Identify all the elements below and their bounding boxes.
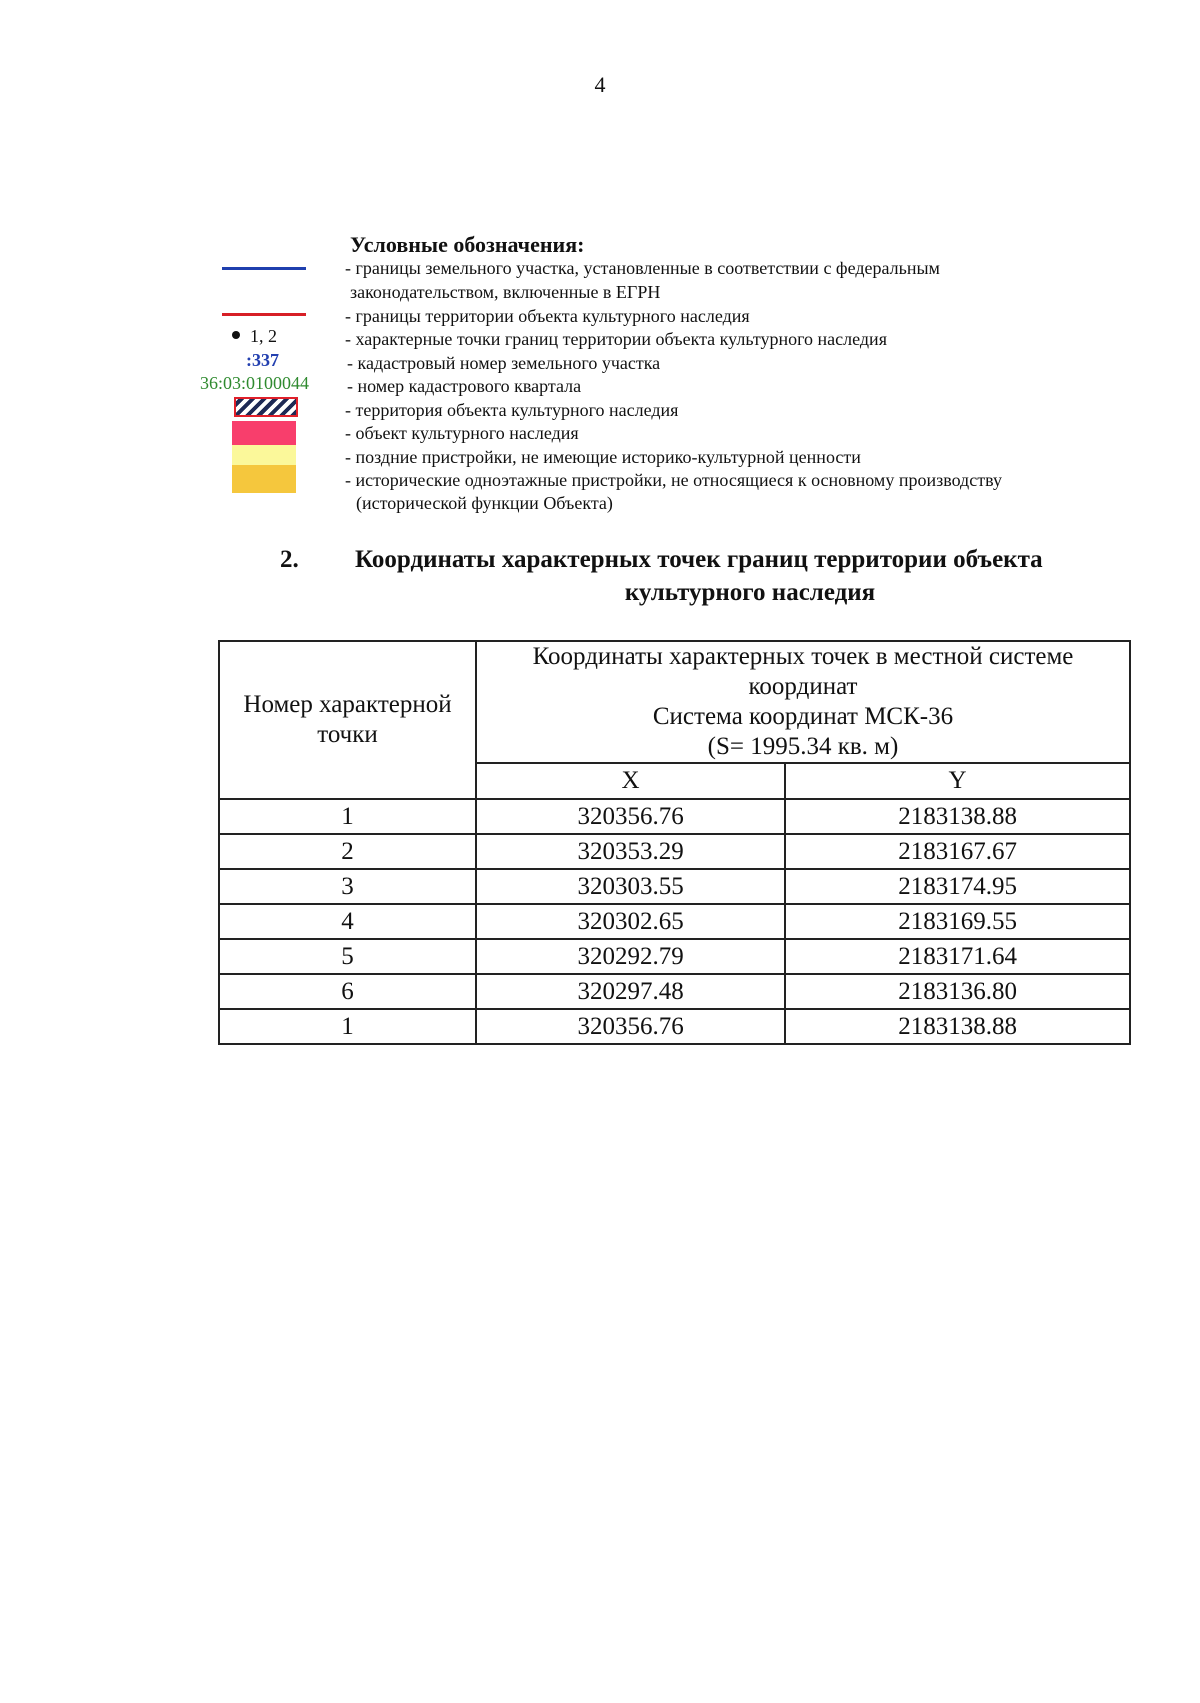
header-coordinates [476,641,1130,763]
table-row [219,939,1130,974]
cell-y: 2183138.88 [785,799,1130,834]
legend-title: Условные обозначения: [350,232,585,257]
cell-y: 2183174.95 [785,869,1130,904]
heritage-territory-hatch-symbol [234,397,298,417]
header-coordinates-line1: Координаты характерных точек в местной системе координат [532,643,1074,700]
cell-x: 320353.29 [476,834,785,869]
table-row [219,799,1130,834]
heritage-object-swatch [232,421,296,445]
legend-item-land-boundary: - границы земельного участка, установленные в соответствии с федеральным [345,258,940,278]
cell-point: 1 [219,799,476,834]
cell-point: 4 [219,904,476,939]
legend-item-historic-additions-cont: (исторической функции Объекта) [356,493,613,513]
cell-x: 320303.55 [476,869,785,904]
legend-item-characteristic-points: - характерные точки границ территории объекта культурного наследия [345,329,887,349]
header-point-number: Номер характерной точки [219,641,476,799]
page-number: 4 [594,72,606,97]
cell-x: 320356.76 [476,1009,785,1044]
table-row [219,974,1130,1009]
section-number: 2. [280,546,299,573]
header-x: X [476,763,785,799]
section-title-line2: культурного наследия [624,579,876,606]
section-title-line1: Координаты характерных точек границ территории объекта [355,546,1043,573]
table-row [219,1009,1130,1044]
legend-item-quarter-number: - номер кадастрового квартала [347,376,582,396]
table-header-row [219,641,1130,763]
late-additions-swatch [232,445,296,465]
cell-y: 2183136.80 [785,974,1130,1009]
cell-y: 2183167.67 [785,834,1130,869]
cell-x: 320292.79 [476,939,785,974]
table-row [219,904,1130,939]
legend-item-historic-additions: - исторические одноэтажные пристройки, не относящиеся к основному производству [345,470,1002,490]
cell-point: 6 [219,974,476,1009]
cell-point: 5 [219,939,476,974]
cadastral-number-symbol: :337 [246,350,279,370]
header-coordinate-system: Система координат МСК-36 [652,703,954,730]
cell-y: 2183171.64 [785,939,1130,974]
header-y: Y [785,763,1130,799]
land-boundary-line-symbol [222,267,306,270]
legend-item-land-boundary-cont: законодательством, включенные в ЕГРН [350,282,661,302]
legend-item-heritage-object: - объект культурного наследия [345,423,579,443]
cell-point: 2 [219,834,476,869]
cell-point: 1 [219,1009,476,1044]
legend-item-late-additions: - поздние пристройки, не имеющие историко-культурной ценности [345,447,861,467]
legend-item-cadastral-number: - кадастровый номер земельного участка [347,353,661,373]
historic-additions-swatch [232,465,296,493]
header-area: (S= 1995.34 кв. м) [707,733,899,760]
coordinates-table [218,640,1131,1045]
cell-x: 320356.76 [476,799,785,834]
characteristic-point-symbol [232,326,277,347]
dot-label: 1, 2 [250,326,277,346]
cell-y: 2183138.88 [785,1009,1130,1044]
table-row [219,834,1130,869]
cell-x: 320297.48 [476,974,785,1009]
cell-point: 3 [219,869,476,904]
cell-y: 2183169.55 [785,904,1130,939]
legend-item-heritage-territory: - территория объекта культурного наследия [345,400,679,420]
point-dot-icon [232,331,240,339]
cell-x: 320302.65 [476,904,785,939]
heritage-boundary-line-symbol [222,313,306,316]
table-row [219,869,1130,904]
legend-item-heritage-boundary: - границы территории объекта культурного наследия [345,306,750,326]
quarter-number-symbol: 36:03:0100044 [200,373,310,393]
